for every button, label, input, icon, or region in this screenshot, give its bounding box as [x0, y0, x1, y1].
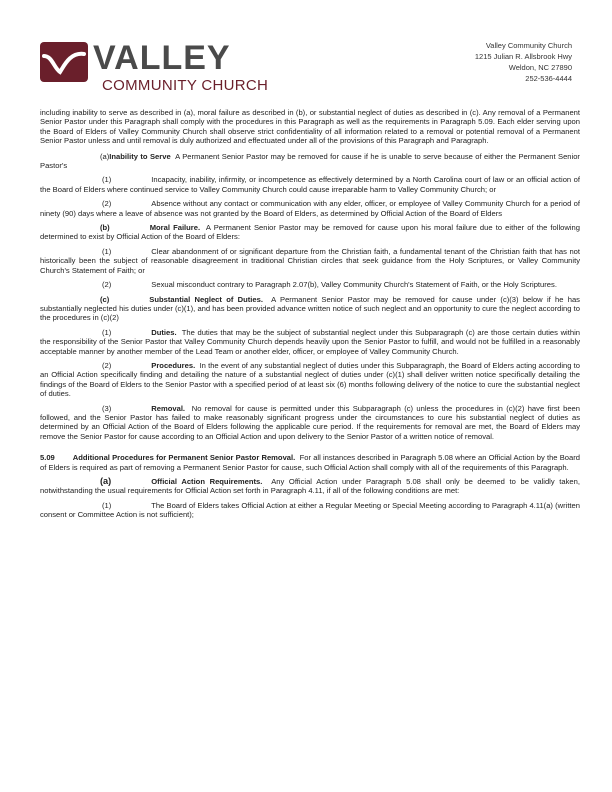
subparagraph-label: (a) [100, 476, 112, 486]
item-title: Removal. [151, 403, 186, 413]
subparagraph-a [40, 152, 580, 171]
subparagraph-title: Official Action Requirements. [151, 477, 263, 486]
item-label: (1) [102, 327, 112, 337]
subparagraph-text: A Permanent Senior Pastor may be removed for cause upon his moral failure due to either of the following determined to exist by Official Action of the Board of Elders: [40, 223, 580, 242]
subparagraph-text: A Permanent Senior Pastor may be removed for cause under (c)(3) below if he has substantially neglected his duties under (c)(1), and has been provided advance written notice of such neglect and an opportunity to cure the neglect according to the procedures in (c)(2) [40, 294, 580, 323]
phone-number: 252-536-4444 [525, 74, 572, 83]
intro-paragraph: including inability to serve as described in (a), moral failure as described in (b), or substantial neglect of duties as described in (c). Any removal of a Permanent Senior Pastor under this Paragraph shall comply with the procedures in this Paragraph as well as the requirements in Paragraph 5.09. Each elder serving upon the Board of Elders of Valley Community Church shall observe strict confidentiality of all information related to a removal or potential removal of a Permanent Senior Pastor unless and until removal is duly authorized and effectuated under all of the provisions of this Paragraph and Paragraph. [40, 108, 580, 146]
item-text: The duties that may be the subject of substantial neglect under this Subparagraph (c) are those certain duties within the responsibility of the Senior Pastor that Valley Community Church depends heavily upon the Senior Pastor to fulfill, and would not be fulfilled in a reasonably acceptable manner by another member of the Lead Team or another elder, officer, or employee of Valley Community Church. [40, 327, 580, 356]
item-label: (3) [102, 403, 112, 413]
item-label: (2) [102, 280, 112, 290]
logo-wordmark: VALLEY [93, 39, 231, 77]
item-title: Duties. [151, 327, 177, 337]
item-a2 [40, 199, 580, 218]
section-title: Additional Procedures for Permanent Senior Pastor Removal. [72, 453, 296, 463]
logo-subtitle: COMMUNITY CHURCH [102, 77, 269, 94]
section-number: 5.09 [40, 453, 55, 463]
subparagraph-c [40, 295, 580, 323]
item-text: Clear abandonment of or significant departure from the Christian faith, a fundamental tenant of the Christian faith that has not historically been the subject of reasonable disagreement in traditional Christian circles that seek guidance from the Holy Scriptures, or Valley Community Church's Statement of Faith; or [40, 246, 580, 275]
item-label: (2) [102, 360, 112, 370]
subparagraph-title: Moral Failure. [149, 223, 201, 233]
section-5-09 [40, 453, 580, 472]
item-b1 [40, 247, 580, 275]
subparagraph-5-09-a [40, 477, 580, 496]
item-label: (1) [102, 500, 112, 510]
subparagraph-title: Substantial Neglect of Duties. [149, 294, 263, 304]
subparagraph-label: (a) [100, 151, 110, 161]
address-line: Valley Community Church [485, 41, 572, 50]
subparagraph-text: A Permanent Senior Pastor may be removed for cause if he is unable to serve because of either the Permanent Senior Pastor's [40, 151, 580, 171]
item-text: Sexual misconduct contrary to Paragraph 2.07(b), Valley Community Church's Statement of Faith, or the Holy Scriptures. [151, 280, 557, 290]
item-title: Procedures. [151, 360, 196, 370]
item-a1 [40, 175, 580, 194]
subparagraph-label: (b) [100, 223, 110, 233]
church-logo [40, 39, 300, 98]
item-c2 [40, 361, 580, 399]
section-text: For all instances described in Paragraph 5.08 where an Official Action by the Board of Elders is required as part of removing a Permanent Senior Pastor for cause, such Official Action shall comply with all of the requirements of this Paragraph. [40, 453, 580, 472]
item-label: (1) [102, 246, 112, 256]
item-c1 [40, 328, 580, 356]
item-b2 [40, 280, 580, 289]
item-label: (2) [102, 199, 112, 209]
valley-logo-icon [40, 42, 88, 82]
bylaws-body [40, 108, 580, 525]
church-address [372, 40, 572, 84]
address-line: 1215 Julian R. Allsbrook Hwy [474, 52, 572, 61]
address-line: Weldon, NC 27890 [508, 63, 572, 72]
subparagraph-label: (c) [100, 294, 110, 304]
subparagraph-b [40, 223, 580, 242]
item-text: In the event of any substantial neglect of duties under this Subparagraph, the Board of Elders acting according to an Official Action specifically finding and detailing the nature of a substantial neglect of duties under (c)(1) shall deliver written notice specifically detailing the findings of the Board of Elders to the Senior Pastor with a specified period of at least six (6) months following delivery of the notice to cure the substantial neglect of duties. [40, 360, 580, 399]
item-text: The Board of Elders takes Official Action at either a Regular Meeting or Special Meeting according to Paragraph 4.11(a) (written consent or Committee Action is not sufficient); [40, 500, 580, 520]
item-5-09-a1 [40, 501, 580, 520]
item-c3 [40, 404, 580, 442]
item-text: No removal for cause is permitted under this Subparagraph (c) unless the procedures in (c)(2) have first been followed, and the Senior Pastor has failed to make reasonably significant progress under the circumstances to cure his substantial neglect of duties as determined by an Official Action of the Board of Elders following the applicable cure period. If the requirements for removal are met, the Board of Elders may remove the Senior Pastor for cause according to an Official Action and upon delivery to the Senior Pastor of a written notice of removal. [40, 403, 580, 441]
subparagraph-text: Any Official Action under Paragraph 5.08 shall only be deemed to be validly taken, notwithstanding the usual requirements for Official Action set forth in Paragraph 4.11, if all of the following conditions are met: [40, 477, 580, 496]
item-text: Incapacity, inability, infirmity, or incompetence as effectively determined by a North Carolina court of law or an official action of the Board of Elders where continued service to Valley Community Church could cause irreparable harm to Valley Community Church; or [40, 175, 580, 194]
item-label: (1) [102, 175, 112, 185]
item-text: Absence without any contact or communication with any elder, officer, or employee of Valley Community Church for a period of ninety (90) days where a leave of absence was not granted by the Board of Elders, as determined by Official Action of the Board of Elders [40, 199, 580, 218]
subparagraph-title: Inability to Serve [109, 151, 171, 161]
